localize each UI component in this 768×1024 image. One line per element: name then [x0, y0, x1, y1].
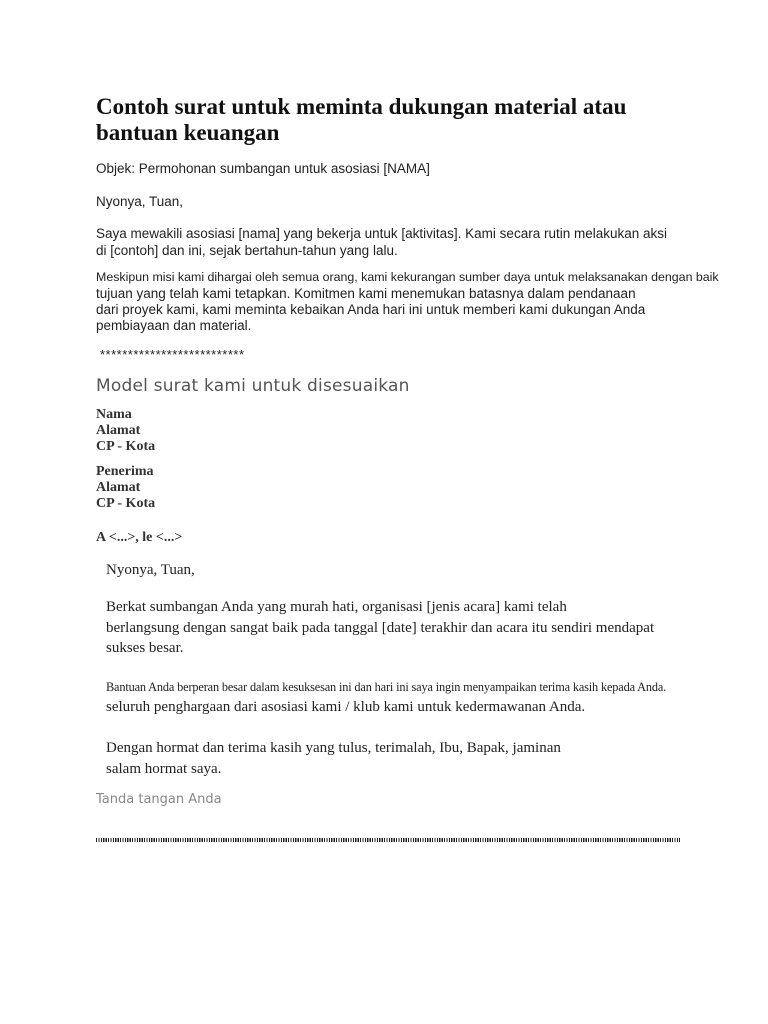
sender-address: Alamat — [96, 423, 141, 438]
needs-line: Meskipun misi kami dihargai oleh semua orang, kami kekurangan sumber daya untuk melaksanakan dengan baik — [96, 270, 719, 284]
intro-line: di [contoh] dan ini, sejak bertahun-tahun yang lalu. — [96, 243, 398, 258]
letter-line: salam hormat saya. — [106, 760, 222, 777]
model-heading: Model surat kami untuk disesuaikan — [96, 376, 410, 396]
needs-line: pembiayaan dan material. — [96, 318, 252, 333]
needs-line: dari proyek kami, kami meminta kebaikan Anda hari ini untuk memberi kami dukungan Anda — [96, 302, 646, 317]
letter-line: Berkat sumbangan Anda yang murah hati, organisasi [jenis acara] kami telah — [106, 599, 567, 615]
recipient-address: Alamat — [96, 480, 141, 495]
dotted-divider — [96, 838, 680, 842]
document-title — [96, 94, 656, 146]
needs-line: tujuan yang telah kami tetapkan. Komitmen kami menemukan batasnya dalam pendanaan — [96, 286, 636, 301]
letter-paragraph-appreciation — [106, 680, 666, 718]
needs-paragraph — [96, 270, 719, 334]
sender-name: Nama — [96, 407, 132, 422]
greeting: Nyonya, Tuan, — [96, 194, 184, 209]
letter-closing — [106, 738, 561, 779]
sender-block — [96, 407, 155, 455]
letter-line: Bantuan Anda berperan besar dalam kesuksesan ini dan hari ini saya ingin menyampaikan terima kasih kepada Anda. — [106, 680, 667, 694]
recipient-block — [96, 464, 155, 512]
subject-line: Objek: Permohonan sumbangan untuk asosiasi [NAMA] — [96, 161, 430, 176]
letter-line: seluruh penghargaan dari asosiasi kami / klub kami untuk kedermawanan Anda. — [106, 699, 586, 715]
signature-placeholder: Tanda tangan Anda — [96, 792, 222, 807]
letter-paragraph-thanks — [106, 597, 654, 659]
letter-line: berlangsung dengan sangat baik pada tanggal [date] terakhir dan acara itu sendiri mendapat — [106, 619, 655, 636]
title-line: Contoh surat untuk meminta dukungan material atau — [96, 94, 627, 119]
intro-paragraph — [96, 225, 667, 259]
intro-line: Saya mewakili asosiasi [nama] yang bekerja untuk [aktivitas]. Kami secara rutin melakukan aksi — [96, 226, 668, 241]
sender-city: CP - Kota — [96, 439, 156, 454]
place-date: A <...>, le <...> — [96, 530, 183, 545]
recipient-name: Penerima — [96, 464, 154, 479]
letter-line: sukses besar. — [106, 640, 184, 656]
letter-greeting: Nyonya, Tuan, — [106, 562, 195, 578]
title-line: bantuan keuangan — [96, 120, 280, 145]
separator-stars: ************************** — [100, 347, 245, 362]
letter-line: Dengan hormat dan terima kasih yang tulus, terimalah, Ibu, Bapak, jaminan — [106, 740, 561, 756]
recipient-city: CP - Kota — [96, 496, 156, 511]
